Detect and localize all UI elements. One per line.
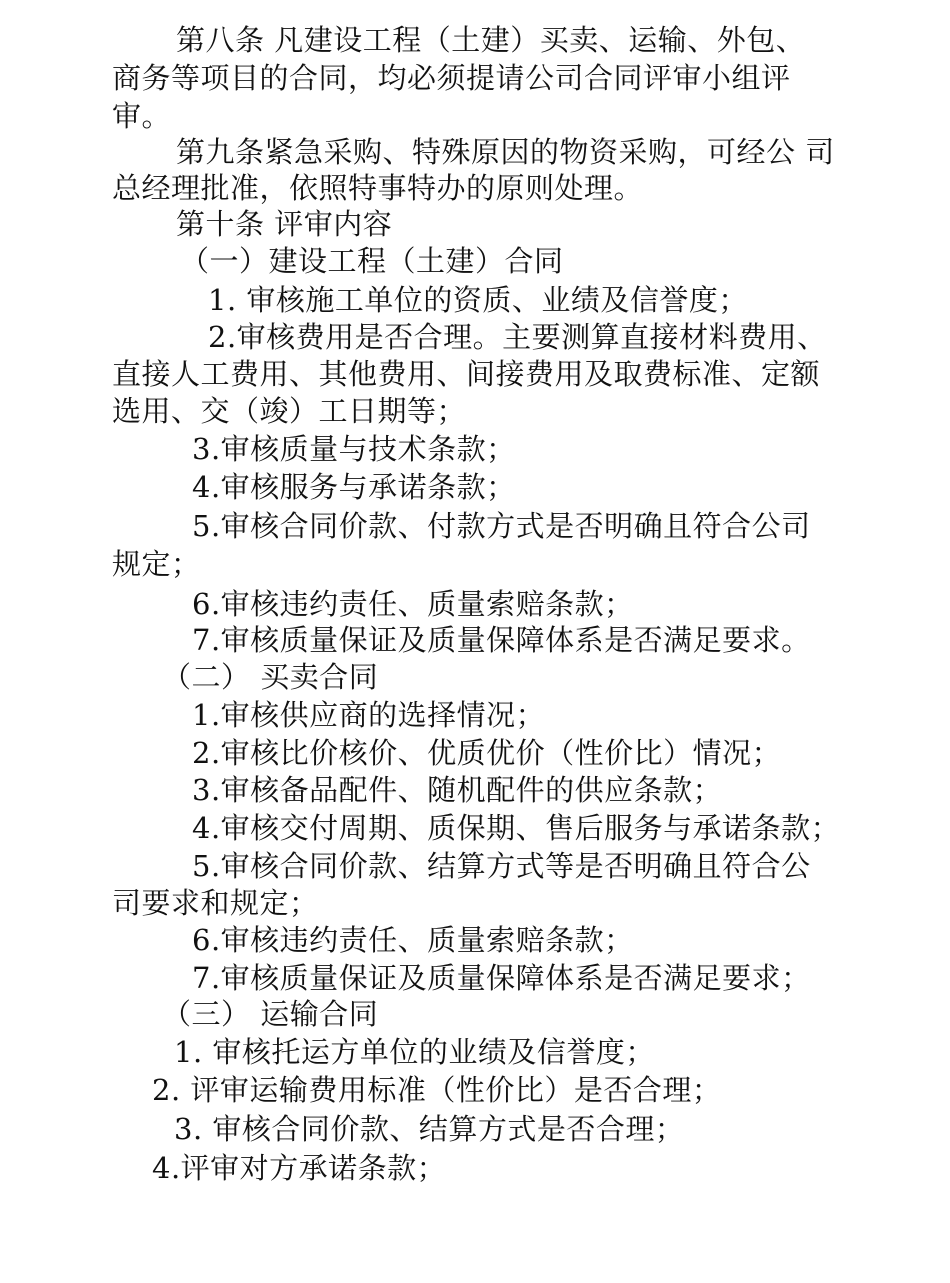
section-1-item-1: 1. 审核施工单位的资质、业绩及信誉度；	[208, 283, 748, 317]
section-3-item-4: 4.评审对方承诺条款；	[152, 1151, 447, 1185]
section-1-item-3: 3.审核质量与技术条款；	[192, 432, 516, 466]
article-8-line-2: 商务等项目的合同，均必须提请公司合同评审小组评	[112, 61, 791, 95]
section-2-item-3: 3.审核备品配件、随机配件的供应条款；	[192, 773, 723, 807]
section-3-item-1: 1. 审核托运方单位的业绩及信誉度；	[174, 1035, 655, 1069]
article-9-line-2: 总经理批准，依照特事特办的原则处理。	[112, 171, 644, 205]
section-1-item-5-line-2: 规定；	[112, 547, 201, 581]
article-8-line-3: 审。	[112, 99, 172, 133]
section-3-item-3: 3. 审核合同价款、结算方式是否合理；	[174, 1112, 685, 1146]
section-2-item-6: 6.审核违约责任、质量索赔条款；	[192, 923, 634, 957]
section-2-heading: （二） 买卖合同	[162, 660, 379, 694]
section-1-item-4: 4.审核服务与承诺条款；	[192, 470, 516, 504]
article-10-heading: 第十条 评审内容	[176, 207, 393, 241]
section-2-item-1: 1.审核供应商的选择情况；	[192, 698, 546, 732]
section-2-item-5-line-1: 5.审核合同价款、结算方式等是否明确且符合公	[192, 849, 811, 883]
section-3-heading: （三） 运输合同	[162, 997, 379, 1031]
section-3-item-2: 2. 评审运输费用标准（性价比）是否合理；	[152, 1073, 722, 1107]
section-2-item-7: 7.审核质量保证及质量保障体系是否满足要求；	[192, 961, 811, 995]
article-8-line-1: 第八条 凡建设工程（土建）买卖、运输、外包、	[176, 23, 806, 57]
section-1-item-2-line-2: 直接人工费用、其他费用、间接费用及取费标准、定额	[112, 357, 821, 391]
section-1-item-6: 6.审核违约责任、质量索赔条款；	[192, 587, 634, 621]
section-2-item-4: 4.审核交付周期、质保期、售后服务与承诺条款；	[192, 811, 841, 845]
section-1-item-2-line-1: 2.审核费用是否合理。主要测算直接材料费用、	[208, 320, 827, 354]
article-9-line-1: 第九条紧急采购、特殊原因的物资采购，可经公 司	[176, 135, 835, 169]
section-2-item-2: 2.审核比价核价、优质优价（性价比）情况；	[192, 736, 782, 770]
section-1-item-2-line-3: 选用、交（竣）工日期等；	[112, 394, 467, 428]
section-1-item-5-line-1: 5.审核合同价款、付款方式是否明确且符合公司	[192, 509, 811, 543]
section-1-heading: （一）建设工程（土建）合同	[180, 244, 564, 278]
section-1-item-7: 7.审核质量保证及质量保障体系是否满足要求。	[192, 623, 811, 657]
section-2-item-5-line-2: 司要求和规定；	[112, 886, 319, 920]
